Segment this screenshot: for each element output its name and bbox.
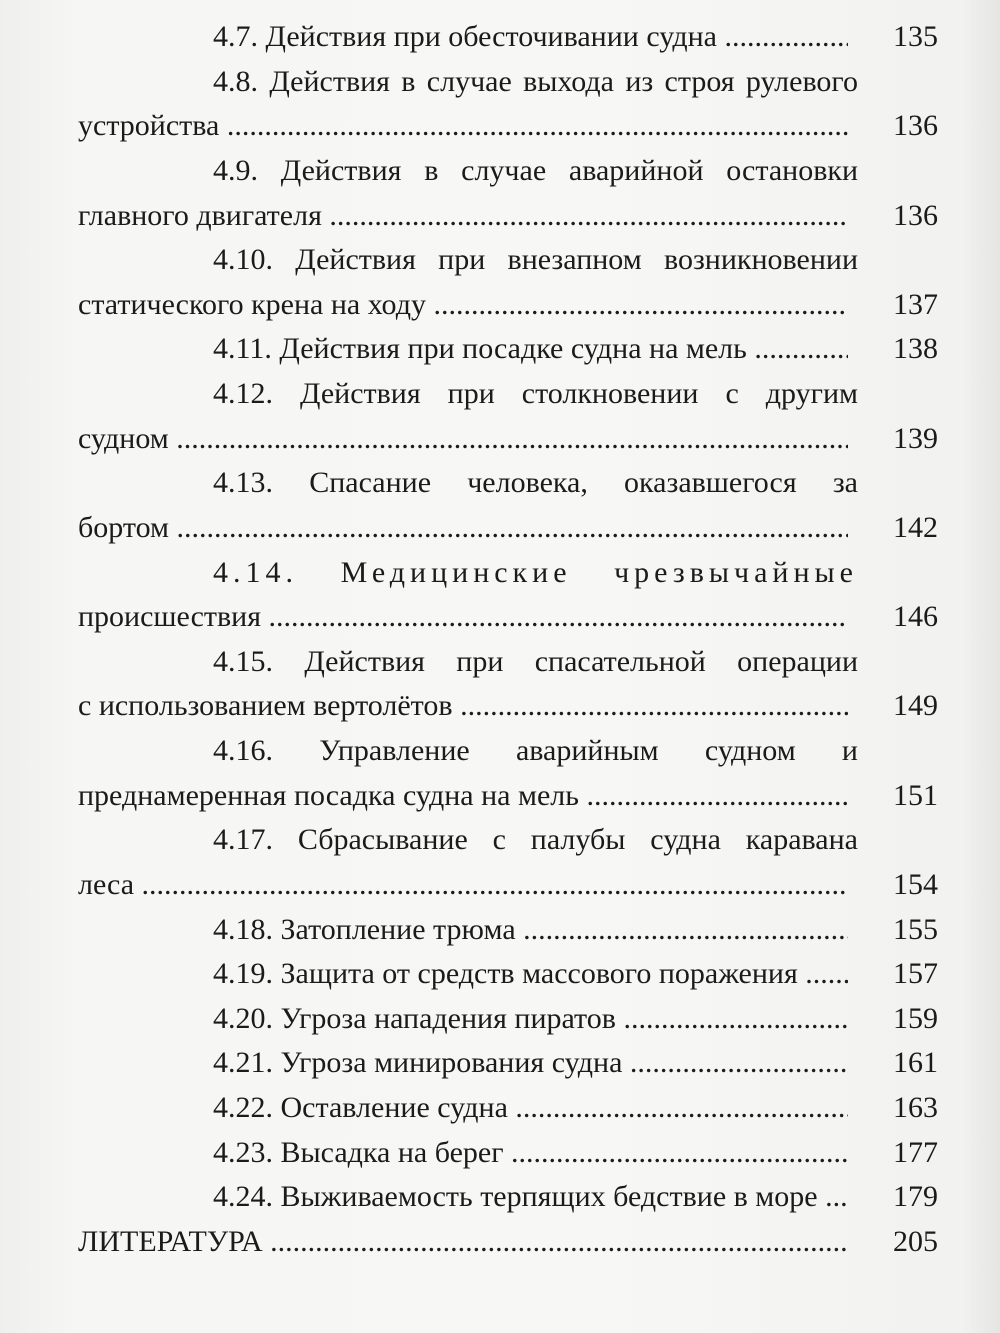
toc-entry-title: 4.16. Управление аварийным судном и [213, 734, 858, 768]
toc-entry-title-continued: леса ..... [78, 868, 848, 902]
toc-entry-title: 4.18. Затопление трюма ..... [213, 913, 848, 947]
toc-page-number: 149 [893, 689, 938, 723]
toc-entry-title-continued: преднамеренная посадка судна на мель ..... [78, 779, 848, 813]
toc-entry-title-continued: устройства ..... [78, 109, 848, 143]
toc-page-number: 142 [893, 510, 938, 544]
toc-entry-title: 4.10. Действия при внезапном возникновении [213, 243, 858, 277]
toc-entry-title: 4.11. Действия при посадке судна на мель ..... [213, 332, 848, 366]
toc-page-number: 146 [893, 600, 938, 634]
toc-entry-title-continued: бортом ..... [78, 511, 848, 545]
toc-page-number: 139 [893, 421, 938, 455]
toc-entry-title: 4.15. Действия при спасательной операции [213, 644, 858, 678]
toc-entry-title: 4.17. Сбрасывание с палубы судна каравана [213, 823, 858, 857]
toc-page-number: 136 [893, 109, 938, 143]
toc-entry-title: 4.19. Защита от средств массового поражения ..... [213, 957, 848, 991]
toc-page-number: 179 [893, 1180, 938, 1214]
toc-page-number: 137 [893, 287, 938, 321]
toc-entry-title: 4.23. Высадка на берег ..... [213, 1136, 848, 1170]
toc-entry-title: 4.24. Выживаемость терпящих бедствие в море ..... [213, 1180, 848, 1214]
toc-entry-title-continued: судном ..... [78, 422, 848, 456]
page-gutter-shadow [962, 0, 1000, 1333]
toc-entry-title: 4.12. Действия при столкновении с другим [213, 377, 858, 411]
toc-page-number: 135 [893, 20, 938, 53]
toc-entry-title: 4.20. Угроза нападения пиратов ..... [213, 1002, 848, 1036]
toc-entry-title: 4.21. Угроза минирования судна ..... [213, 1046, 848, 1080]
toc-page-number: 177 [893, 1135, 938, 1169]
toc-page-number: 159 [893, 1001, 938, 1035]
toc-page-number: 163 [893, 1091, 938, 1125]
toc-entry-title-continued: с использованием вертолётов ..... [78, 689, 848, 723]
toc-entry-title: 4.14. Медицинские чрезвычайные [213, 555, 858, 589]
toc-entry-title: 4.9. Действия в случае аварийной остановки [213, 153, 858, 187]
toc-entry-title-continued: статического крена на ходу ..... [78, 288, 848, 322]
toc-page-number: 161 [893, 1046, 938, 1080]
toc-page-number: 151 [893, 778, 938, 812]
toc-page-number: 155 [893, 912, 938, 946]
toc-entry-title: 4.13. Спасание человека, оказавшегося за [213, 466, 858, 500]
toc-page-number: 157 [893, 957, 938, 991]
toc-entry-title-continued: главного двигателя ..... [78, 199, 848, 233]
toc-entry-title: ЛИТЕРАТУРА ..... [78, 1225, 848, 1259]
toc-entry-title-continued: происшествия ..... [78, 600, 848, 634]
toc-entry-title: 4.7. Действия при обесточивании судна ..... [213, 20, 848, 54]
toc-entry-title: 4.22. Оставление судна ..... [213, 1091, 848, 1125]
table-of-contents [78, 0, 938, 1333]
toc-page-number: 138 [893, 332, 938, 366]
toc-page-number: 136 [893, 198, 938, 232]
toc-entry-title: 4.8. Действия в случае выхода из строя рулевого [213, 64, 858, 98]
toc-page-number: 154 [893, 867, 938, 901]
toc-page-number: 205 [893, 1225, 938, 1258]
